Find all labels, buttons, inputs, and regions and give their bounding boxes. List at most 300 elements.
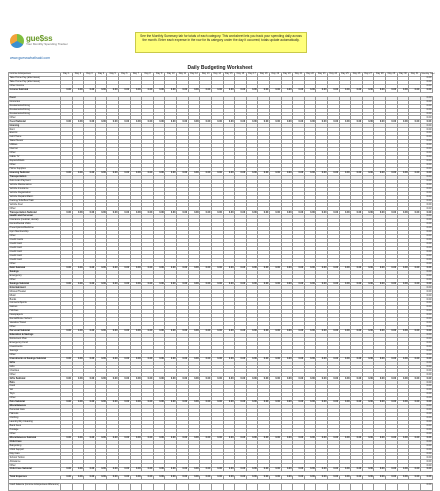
row-total-cell: 0.00 xyxy=(420,361,432,365)
subtotal-cell: 0.00 xyxy=(316,377,328,381)
subtotal-cell: 0.00 xyxy=(119,211,131,215)
row-total-cell: 0.00 xyxy=(420,349,432,353)
subtotal-cell: 0.00 xyxy=(188,401,200,405)
row-total-cell: 0.00 xyxy=(420,381,432,385)
subtotal-cell: 0.00 xyxy=(95,377,107,381)
subtotal-cell: 0.00 xyxy=(188,329,200,333)
subtotal-cell: 0.00 xyxy=(304,211,316,215)
subtotal-cell: 0.00 xyxy=(339,88,351,92)
row-label: Concerts/Sports xyxy=(9,302,61,306)
row-total-cell: 0.00 xyxy=(420,227,432,231)
subtotal-cell: 0.00 xyxy=(281,211,293,215)
subtotal-cell: 0.00 xyxy=(258,329,270,333)
row-total-cell: 0.00 xyxy=(420,88,432,92)
entry-cell[interactable] xyxy=(211,484,223,491)
subtotal-cell: 0.00 xyxy=(200,476,212,480)
subtotal-cell: 0.00 xyxy=(269,266,281,270)
subtotal-cell: 0.00 xyxy=(246,211,258,215)
subtotal-cell: 0.00 xyxy=(235,329,247,333)
subtotal-cell: 0.00 xyxy=(351,211,363,215)
row-label: Music xyxy=(9,294,61,298)
row-label: Health and Personal xyxy=(9,215,61,219)
subtotal-cell: 0.00 xyxy=(211,377,223,381)
subtotal-cell: 0.00 xyxy=(130,357,142,361)
subtotal-cell: 0.00 xyxy=(177,401,189,405)
row-label: Insurance (medical, dental) xyxy=(9,219,61,223)
row-label: Credit Card xyxy=(9,242,61,246)
subtotal-cell: 0.00 xyxy=(258,266,270,270)
brand-url[interactable]: www.guesswhatIsaid.com xyxy=(10,56,51,60)
subtotal-cell: 0.00 xyxy=(316,357,328,361)
subtotal-cell: 0.00 xyxy=(119,377,131,381)
subtotal-cell: 0.00 xyxy=(177,468,189,472)
entry-cell[interactable] xyxy=(142,484,154,491)
subtotal-cell: 0.00 xyxy=(142,120,154,124)
subtotal-cell: 0.00 xyxy=(188,211,200,215)
subtotal-cell: 0.00 xyxy=(235,401,247,405)
entry-cell[interactable] xyxy=(409,484,421,491)
subtotal-cell: 0.00 xyxy=(316,120,328,124)
subtotal-cell: 0.00 xyxy=(316,468,328,472)
subtotal-cell: 0.00 xyxy=(293,329,305,333)
subtotal-cell: 0.00 xyxy=(130,377,142,381)
row-label: Haircuts xyxy=(9,412,61,416)
subtotal-cell: 0.00 xyxy=(374,401,386,405)
subtotal-cell: 0.00 xyxy=(142,476,154,480)
entry-cell[interactable] xyxy=(258,484,270,491)
entry-cell[interactable] xyxy=(386,484,398,491)
subtotal-cell: 0.00 xyxy=(235,266,247,270)
row-label: Day Care xyxy=(9,452,61,456)
subtotal-cell: 0.00 xyxy=(269,476,281,480)
subtotal-cell: 0.00 xyxy=(328,329,340,333)
subtotal-cell: 0.00 xyxy=(235,211,247,215)
subtotal-cell: 0.00 xyxy=(119,401,131,405)
subtotal-cell: 0.00 xyxy=(386,436,398,440)
subtotal-cell: 0.00 xyxy=(61,171,73,175)
row-total-cell: 0.00 xyxy=(420,254,432,258)
entry-cell[interactable] xyxy=(328,484,340,491)
row-total-cell: 0.00 xyxy=(420,436,432,440)
subtotal-cell: 0.00 xyxy=(316,476,328,480)
row-total-cell: 0.00 xyxy=(420,432,432,436)
subtotal-cell: 0.00 xyxy=(362,88,374,92)
row-label: Gifts Subtotal xyxy=(9,377,61,381)
entry-cell[interactable] xyxy=(188,484,200,491)
row-label: Other Income xyxy=(9,84,61,88)
header-day-29: Day 29 xyxy=(386,73,398,77)
subtotal-cell: 0.00 xyxy=(293,266,305,270)
entry-cell[interactable] xyxy=(84,484,96,491)
row-label: Vehicle Repairs/Maint. xyxy=(9,195,61,199)
subtotal-cell: 0.00 xyxy=(362,401,374,405)
subtotal-cell: 0.00 xyxy=(142,171,154,175)
subtotal-cell: 0.00 xyxy=(339,468,351,472)
row-label: Education & Savings xyxy=(9,333,61,337)
subtotal-cell: 0.00 xyxy=(223,282,235,286)
row-total-cell: 0.00 xyxy=(420,294,432,298)
subtotal-cell: 0.00 xyxy=(269,357,281,361)
subtotal-cell: 0.00 xyxy=(153,436,165,440)
row-label: Housing xyxy=(9,124,61,128)
subtotal-cell: 0.00 xyxy=(409,211,421,215)
entry-cell[interactable] xyxy=(119,484,131,491)
subtotal-cell: 0.00 xyxy=(374,476,386,480)
subtotal-cell: 0.00 xyxy=(177,357,189,361)
entry-cell[interactable] xyxy=(281,484,293,491)
subtotal-cell: 0.00 xyxy=(328,436,340,440)
subtotal-cell: 0.00 xyxy=(72,211,84,215)
subtotal-cell: 0.00 xyxy=(84,282,96,286)
row-label: Housing Subtotal xyxy=(9,171,61,175)
header-day-25: Day 25 xyxy=(339,73,351,77)
row-total-cell: 0.00 xyxy=(420,246,432,250)
header-day-28: Day 28 xyxy=(374,73,386,77)
header-day-20: Day 20 xyxy=(281,73,293,77)
subtotal-cell: 0.00 xyxy=(409,377,421,381)
entry-cell[interactable] xyxy=(246,484,258,491)
subtotal-cell: 0.00 xyxy=(223,357,235,361)
subtotal-cell: 0.00 xyxy=(409,468,421,472)
row-label: Other xyxy=(9,152,61,156)
subtotal-cell: 0.00 xyxy=(409,329,421,333)
header-day-14: Day 14 xyxy=(211,73,223,77)
subtotal-cell: 0.00 xyxy=(339,211,351,215)
subtotal-cell: 0.00 xyxy=(397,88,409,92)
subtotal-cell: 0.00 xyxy=(61,282,73,286)
row-label: Other xyxy=(9,464,61,468)
subtotal-cell: 0.00 xyxy=(165,401,177,405)
entry-cell[interactable] xyxy=(316,484,328,491)
header-day-17: Day 17 xyxy=(246,73,258,77)
subtotal-cell: 0.00 xyxy=(200,171,212,175)
subtotal-cell: 0.00 xyxy=(397,436,409,440)
row-total-cell: 0.00 xyxy=(420,250,432,254)
subtotal-cell: 0.00 xyxy=(258,120,270,124)
subtotal-cell: 0.00 xyxy=(165,436,177,440)
entry-cell[interactable] xyxy=(397,484,409,491)
subtotal-cell: 0.00 xyxy=(328,377,340,381)
row-total-cell: 0.00 xyxy=(420,211,432,215)
subtotal-cell: 0.00 xyxy=(107,436,119,440)
subtotal-cell: 0.00 xyxy=(374,120,386,124)
subtotal-cell: 0.00 xyxy=(246,436,258,440)
entry-cell[interactable] xyxy=(293,484,305,491)
subtotal-cell: 0.00 xyxy=(142,88,154,92)
subtotal-cell: 0.00 xyxy=(153,120,165,124)
subtotal-cell: 0.00 xyxy=(386,476,398,480)
subtotal-cell: 0.00 xyxy=(61,88,73,92)
subtotal-cell: 0.00 xyxy=(269,171,281,175)
row-total-cell: 0.00 xyxy=(420,278,432,282)
subtotal-cell: 0.00 xyxy=(362,266,374,270)
header-day-15: Day 15 xyxy=(223,73,235,77)
subtotal-cell: 0.00 xyxy=(84,88,96,92)
row-label: Auto Loan Payment xyxy=(9,179,61,183)
subtotal-cell: 0.00 xyxy=(72,282,84,286)
subtotal-cell: 0.00 xyxy=(281,476,293,480)
row-label: Restaurants/Dining xyxy=(9,112,61,116)
subtotal-cell: 0.00 xyxy=(269,211,281,215)
subtotal-cell: 0.00 xyxy=(258,377,270,381)
row-total-cell: 0.00 xyxy=(420,262,432,266)
entry-cell[interactable] xyxy=(61,484,73,491)
row-total-cell: 0.00 xyxy=(420,420,432,424)
subtotal-cell: 0.00 xyxy=(119,171,131,175)
subtotal-cell: 0.00 xyxy=(107,211,119,215)
subtotal-cell: 0.00 xyxy=(223,468,235,472)
entry-cell[interactable] xyxy=(107,484,119,491)
subtotal-cell: 0.00 xyxy=(269,377,281,381)
row-label: Miscellaneous Subtotal xyxy=(9,436,61,440)
subtotal-cell: 0.00 xyxy=(328,357,340,361)
header-day-16: Day 16 xyxy=(235,73,247,77)
row-label: Vehicle Registration xyxy=(9,191,61,195)
subtotal-cell: 0.00 xyxy=(246,88,258,92)
subtotal-cell: 0.00 xyxy=(84,468,96,472)
row-label: Clothing xyxy=(9,416,61,420)
subtotal-cell: 0.00 xyxy=(107,88,119,92)
subtotal-cell: 0.00 xyxy=(397,377,409,381)
row-label: Debt Subtotal xyxy=(9,266,61,270)
subtotal-cell: 0.00 xyxy=(107,468,119,472)
subtotal-cell: 0.00 xyxy=(61,211,73,215)
subtotal-cell: 0.00 xyxy=(107,171,119,175)
subtotal-cell: 0.00 xyxy=(223,476,235,480)
subtotal-cell: 0.00 xyxy=(351,329,363,333)
subtotal-cell: 0.00 xyxy=(84,266,96,270)
row-label: Savings xyxy=(9,270,61,274)
subtotal-cell: 0.00 xyxy=(84,171,96,175)
row-label: Cable TV xyxy=(9,156,61,160)
entry-cell[interactable] xyxy=(351,484,363,491)
subtotal-cell: 0.00 xyxy=(409,401,421,405)
row-label: Other xyxy=(9,262,61,266)
row-label: Laundry/Dry Cleaning xyxy=(9,420,61,424)
subtotal-cell: 0.00 xyxy=(362,436,374,440)
entry-cell[interactable] xyxy=(72,484,84,491)
subtotal-cell: 0.00 xyxy=(211,211,223,215)
row-total-cell: 0.00 xyxy=(420,416,432,420)
subtotal-cell: 0.00 xyxy=(61,468,73,472)
subtotal-cell: 0.00 xyxy=(409,266,421,270)
row-total-cell: 0.00 xyxy=(420,223,432,227)
row-total-cell: 0.00 xyxy=(420,195,432,199)
subtotal-cell: 0.00 xyxy=(119,357,131,361)
subtotal-cell: 0.00 xyxy=(269,468,281,472)
subtotal-cell: 0.00 xyxy=(386,401,398,405)
row-total-cell: 0.00 xyxy=(420,258,432,262)
subtotal-cell: 0.00 xyxy=(177,266,189,270)
subtotal-cell: 0.00 xyxy=(328,468,340,472)
entry-cell[interactable] xyxy=(200,484,212,491)
row-label: Income Subtotal xyxy=(9,88,61,92)
row-label: Savings xyxy=(9,349,61,353)
row-label: Transportation Subtotal xyxy=(9,211,61,215)
row-total-cell: 0.00 xyxy=(420,464,432,468)
subtotal-cell: 0.00 xyxy=(374,282,386,286)
subtotal-cell: 0.00 xyxy=(316,211,328,215)
subtotal-cell: 0.00 xyxy=(95,468,107,472)
subtotal-cell: 0.00 xyxy=(200,120,212,124)
subtotal-cell: 0.00 xyxy=(95,436,107,440)
subtotal-cell: 0.00 xyxy=(142,377,154,381)
subtotal-cell: 0.00 xyxy=(235,377,247,381)
row-total-cell: 0.00 xyxy=(420,460,432,464)
subtotal-cell: 0.00 xyxy=(130,476,142,480)
subtotal-cell: 0.00 xyxy=(269,329,281,333)
entry-cell[interactable] xyxy=(223,484,235,491)
row-total-cell: 0.00 xyxy=(420,318,432,322)
row-label: Total Expenses xyxy=(9,476,61,480)
row-total-cell: 0.00 xyxy=(420,412,432,416)
subtotal-cell: 0.00 xyxy=(165,329,177,333)
header-day-8: Day 8 xyxy=(142,73,154,77)
subtotal-cell: 0.00 xyxy=(223,401,235,405)
row-label: Books xyxy=(9,298,61,302)
subtotal-cell: 0.00 xyxy=(107,377,119,381)
subtotal-cell: 0.00 xyxy=(142,266,154,270)
subtotal-cell: 0.00 xyxy=(386,282,398,286)
subtotal-cell: 0.00 xyxy=(351,88,363,92)
row-label: Water/Sewer xyxy=(9,140,61,144)
row-label: Miscellaneous xyxy=(9,405,61,409)
row-label: Groceries xyxy=(9,100,61,104)
subtotal-cell: 0.00 xyxy=(188,357,200,361)
row-label: Credit Card xyxy=(9,258,61,262)
entry-cell[interactable] xyxy=(235,484,247,491)
row-label: Home Supplies xyxy=(9,167,61,171)
row-total-cell: 0.00 xyxy=(420,175,432,179)
subtotal-cell: 0.00 xyxy=(130,171,142,175)
entry-cell[interactable] xyxy=(304,484,316,491)
subtotal-cell: 0.00 xyxy=(397,171,409,175)
subtotal-cell: 0.00 xyxy=(351,120,363,124)
row-label: Other xyxy=(9,326,61,330)
header-day-26: Day 26 xyxy=(351,73,363,77)
subtotal-cell: 0.00 xyxy=(211,329,223,333)
subtotal-cell: 0.00 xyxy=(281,120,293,124)
subtotal-cell: 0.00 xyxy=(188,120,200,124)
row-total-cell: 0.00 xyxy=(420,389,432,393)
entry-cell[interactable] xyxy=(177,484,189,491)
subtotal-cell: 0.00 xyxy=(95,282,107,286)
entry-cell[interactable] xyxy=(374,484,386,491)
page-title: Daily Budgeting Worksheet xyxy=(187,65,253,71)
brand-name: gue$ss xyxy=(26,34,53,43)
subtotal-cell: 0.00 xyxy=(258,468,270,472)
entry-cell[interactable] xyxy=(269,484,281,491)
subtotal-cell: 0.00 xyxy=(84,436,96,440)
row-total-cell: 0.00 xyxy=(420,353,432,357)
subtotal-cell: 0.00 xyxy=(235,282,247,286)
subtotal-cell: 0.00 xyxy=(130,468,142,472)
subtotal-cell: 0.00 xyxy=(246,468,258,472)
entry-cell[interactable] xyxy=(130,484,142,491)
subtotal-cell: 0.00 xyxy=(374,436,386,440)
subtotal-cell: 0.00 xyxy=(362,120,374,124)
row-total-cell: 0.00 xyxy=(420,120,432,124)
subtotal-cell: 0.00 xyxy=(351,282,363,286)
subtotal-cell: 0.00 xyxy=(223,266,235,270)
row-total-cell: 0.00 xyxy=(420,207,432,211)
subtotal-cell: 0.00 xyxy=(153,211,165,215)
subtotal-cell: 0.00 xyxy=(246,171,258,175)
subtotal-cell: 0.00 xyxy=(281,329,293,333)
entry-cell[interactable] xyxy=(339,484,351,491)
entry-cell[interactable] xyxy=(165,484,177,491)
subtotal-cell: 0.00 xyxy=(84,401,96,405)
subtotal-cell: 0.00 xyxy=(293,282,305,286)
row-total-cell: 0.00 xyxy=(420,345,432,349)
row-label: Other xyxy=(9,235,61,239)
subtotal-cell: 0.00 xyxy=(386,171,398,175)
header-day-4: Day 4 xyxy=(95,73,107,77)
subtotal-cell: 0.00 xyxy=(293,120,305,124)
row-label: Other xyxy=(9,432,61,436)
subtotal-cell: 0.00 xyxy=(235,171,247,175)
subtotal-cell: 0.00 xyxy=(258,357,270,361)
entry-cell[interactable] xyxy=(153,484,165,491)
entry-cell[interactable] xyxy=(362,484,374,491)
row-label: Rental/Movie Subscr. xyxy=(9,318,61,322)
subtotal-cell: 0.00 xyxy=(84,377,96,381)
row-label: Vehicle Insurance xyxy=(9,187,61,191)
subtotal-cell: 0.00 xyxy=(153,476,165,480)
subtotal-cell: 0.00 xyxy=(107,357,119,361)
subtotal-cell: 0.00 xyxy=(223,120,235,124)
row-total-cell: 0.00 xyxy=(420,136,432,140)
subtotal-cell: 0.00 xyxy=(351,171,363,175)
entry-cell[interactable] xyxy=(95,484,107,491)
subtotal-cell: 0.00 xyxy=(177,282,189,286)
row-label: Emergency Fund xyxy=(9,341,61,345)
row-label: Toys xyxy=(9,393,61,397)
row-total-cell: 0.00 xyxy=(420,266,432,270)
subtotal-cell: 0.00 xyxy=(165,476,177,480)
row-total-cell: 0.00 xyxy=(420,468,432,472)
row-label: Investments xyxy=(9,345,61,349)
row-total-cell: 0.00 xyxy=(420,329,432,333)
subtotal-cell: 0.00 xyxy=(397,476,409,480)
subtotal-cell: 0.00 xyxy=(165,357,177,361)
row-label: Take Home Pay (after taxes) xyxy=(9,80,61,84)
subtotal-cell: 0.00 xyxy=(130,266,142,270)
row-total-cell: 0.00 xyxy=(420,373,432,377)
subtotal-cell: 0.00 xyxy=(130,282,142,286)
row-total-cell: 0.00 xyxy=(420,369,432,373)
header-day-10: Day 10 xyxy=(165,73,177,77)
subtotal-cell: 0.00 xyxy=(374,88,386,92)
subtotal-cell: 0.00 xyxy=(188,266,200,270)
subtotal-cell: 0.00 xyxy=(107,401,119,405)
subtotal-cell: 0.00 xyxy=(397,401,409,405)
subtotal-cell: 0.00 xyxy=(304,120,316,124)
subtotal-cell: 0.00 xyxy=(61,329,73,333)
subtotal-cell: 0.00 xyxy=(72,468,84,472)
header-day-27: Day 27 xyxy=(362,73,374,77)
brand-logo xyxy=(10,32,72,52)
subtotal-cell: 0.00 xyxy=(177,377,189,381)
row-total-cell: 0.00 xyxy=(420,124,432,128)
subtotal-cell: 0.00 xyxy=(351,476,363,480)
subtotal-cell: 0.00 xyxy=(409,171,421,175)
subtotal-cell: 0.00 xyxy=(397,266,409,270)
subtotal-cell: 0.00 xyxy=(246,357,258,361)
subtotal-cell: 0.00 xyxy=(188,282,200,286)
subtotal-cell: 0.00 xyxy=(153,88,165,92)
row-total-cell: 0.00 xyxy=(420,326,432,330)
